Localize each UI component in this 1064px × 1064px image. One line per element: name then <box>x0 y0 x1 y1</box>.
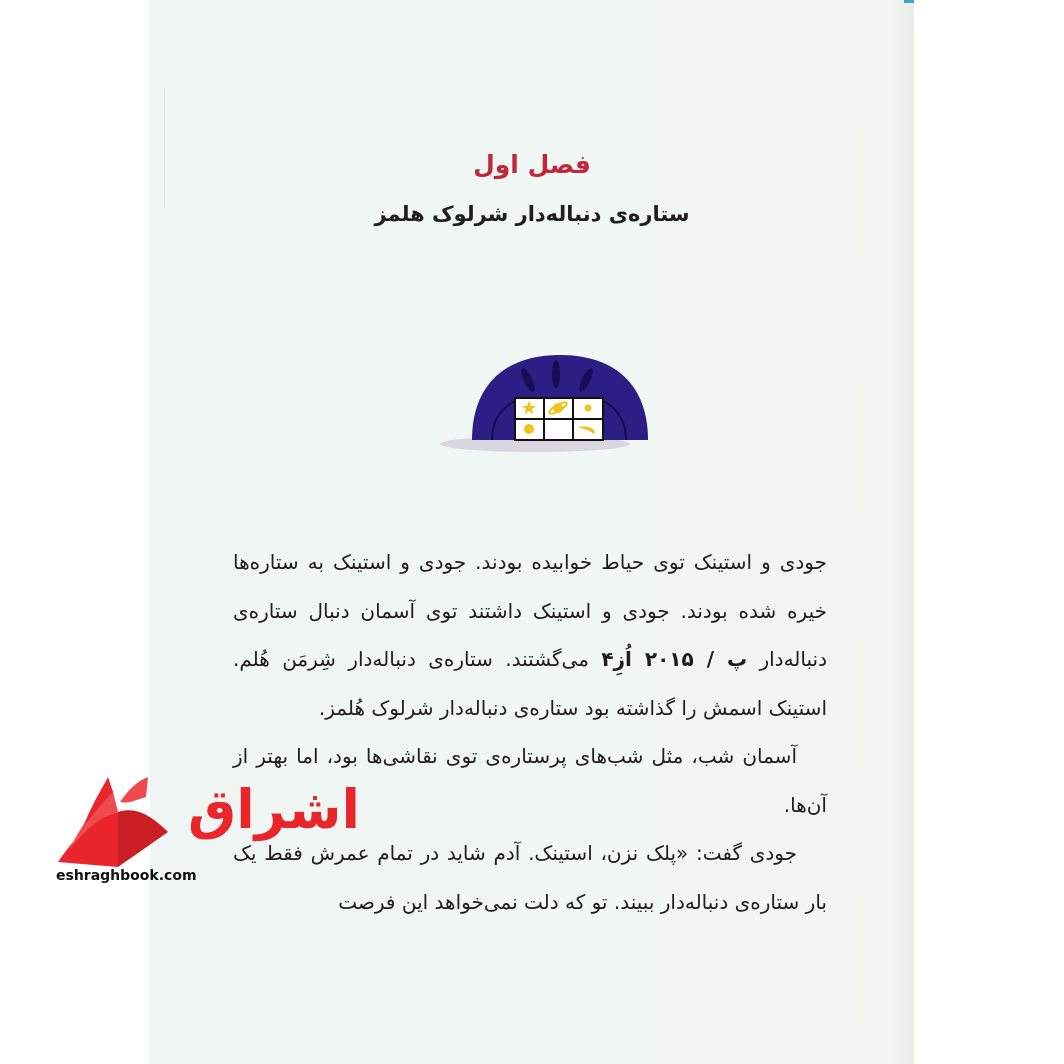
chapter-subtitle: ستاره‌ی دنباله‌دار شرلوک هلمز <box>374 202 690 226</box>
paragraph-1: جودی و استینک توی حیاط خوابیده بودند. جودی و استینک به ستاره‌ها خیره شده بودند. جودی و استینک داشتند توی آسمان دنبال ستاره‌ی دنباله‌دار پ / ۲۰۱۵ اُزِ۴ می‌گشتند. ستاره‌ی دنباله‌دار شِرمَن هُلم. استینک اسمش را گذاشته بود ستاره‌ی دنباله‌دار شرلوک هُلمز. <box>233 550 827 720</box>
paragraph-3: جودی گفت: «پلک نزن، استینک. آدم شاید در تمام عمرش فقط یک بار ستاره‌ی دنباله‌دار ببیند. تو که دلت نمی‌خواهد این فرصت <box>233 841 827 914</box>
publisher-url: eshraghbook.com <box>56 868 197 884</box>
publisher-watermark <box>48 772 360 892</box>
symbol-grid <box>514 397 604 441</box>
publisher-logo-text: اشراق <box>188 778 360 841</box>
page-fold-line <box>164 88 165 208</box>
circle-icon <box>524 424 534 434</box>
comet-designation: پ / ۲۰۱۵ اُزِ۴ <box>601 647 748 671</box>
paragraph-2: آسمان شب، مثل شب‌های پرستاره‌ی توی نقاشی‌ها بود، اما بهتر از آن‌ها. <box>233 744 827 817</box>
dome-toy-illustration <box>420 340 660 480</box>
body-text <box>233 538 827 926</box>
dot-icon <box>585 405 592 412</box>
page-corner-accent <box>904 0 914 3</box>
chapter-title: فصل اول <box>473 150 591 179</box>
open-book-logo-icon <box>48 772 188 872</box>
